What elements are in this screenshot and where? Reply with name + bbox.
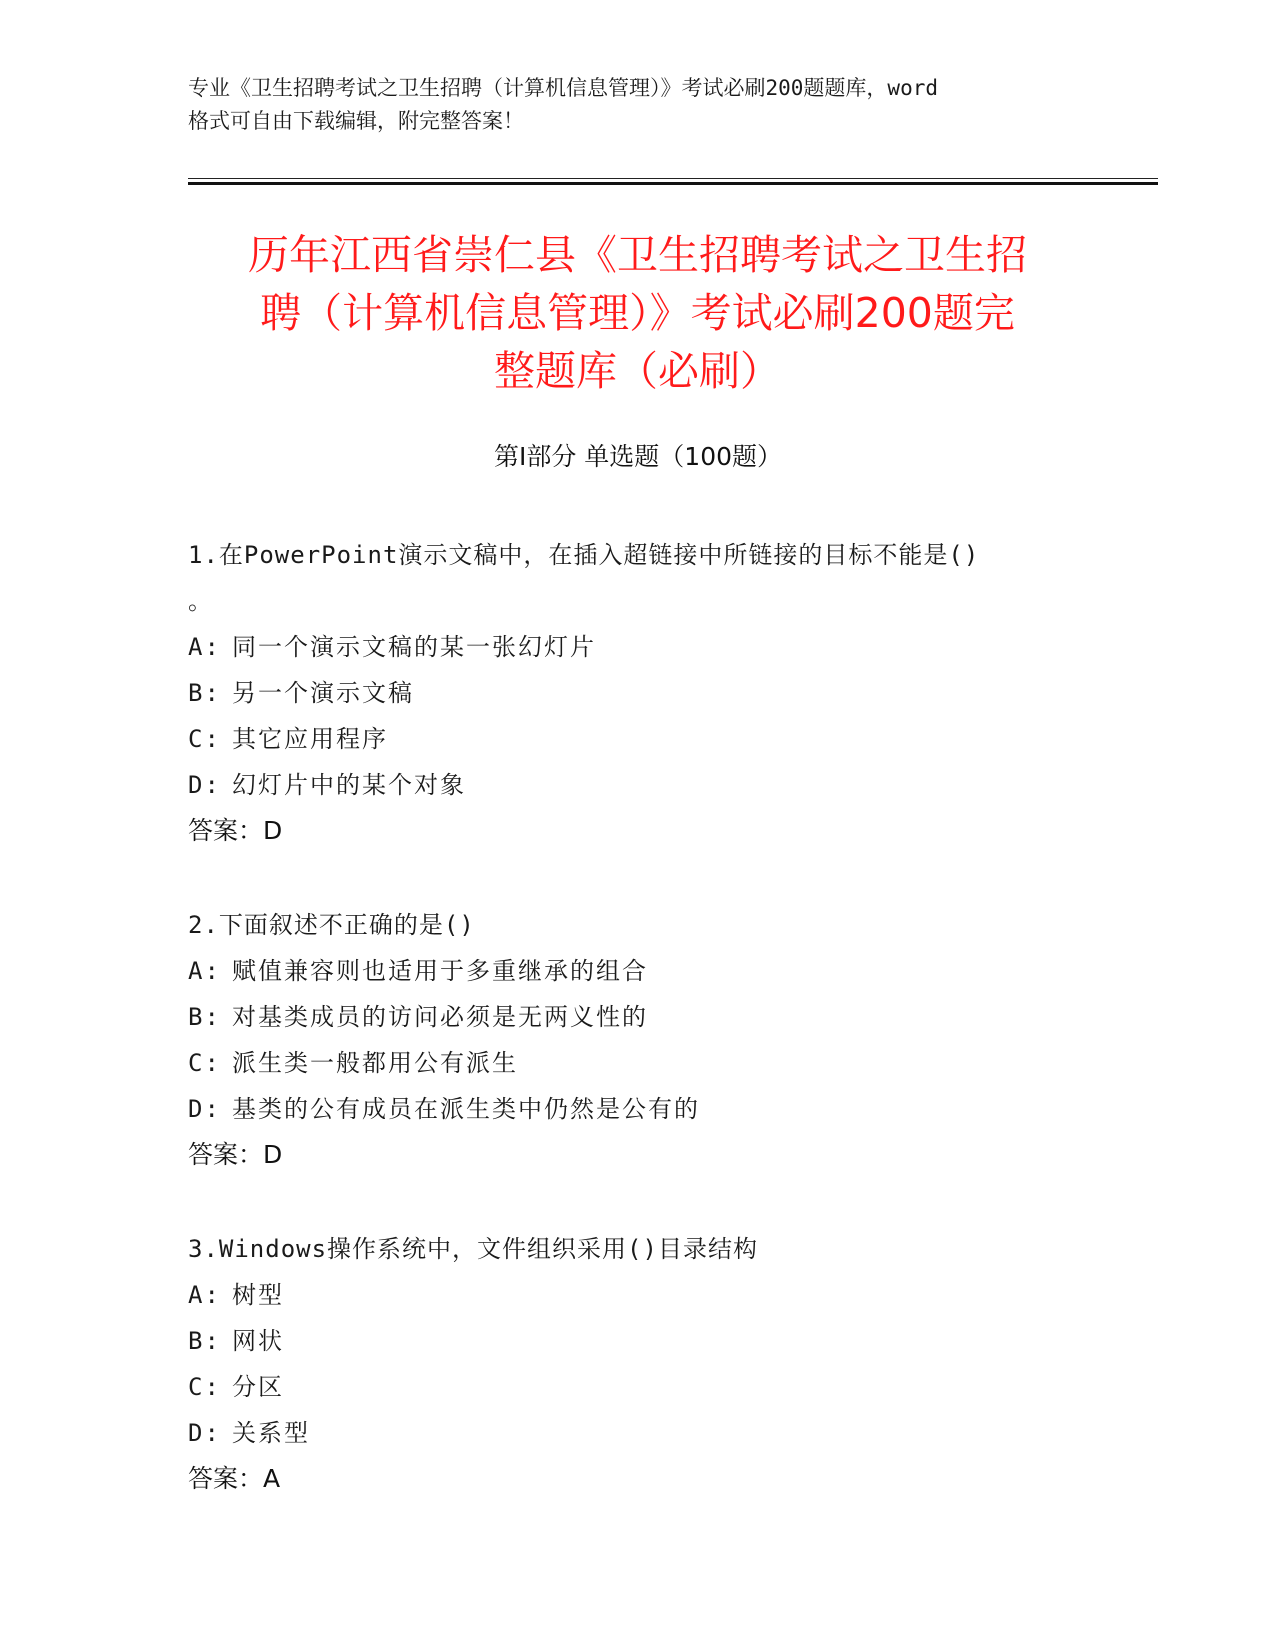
option-letter: D: bbox=[188, 1419, 221, 1447]
option-text: 另一个演示文稿 bbox=[232, 679, 414, 707]
option-text: 树型 bbox=[232, 1281, 284, 1309]
option-letter: B: bbox=[188, 1003, 221, 1031]
option-c bbox=[188, 1040, 1088, 1086]
header-note-line-1: 专业《卫生招聘考试之卫生招聘（计算机信息管理）》考试必刷200题题库，word bbox=[188, 76, 938, 100]
option-text: 同一个演示文稿的某一张幻灯片 bbox=[232, 633, 596, 661]
question-1 bbox=[188, 532, 1088, 854]
question-3 bbox=[188, 1226, 1088, 1502]
question-2 bbox=[188, 902, 1088, 1178]
option-b bbox=[188, 1318, 1088, 1364]
question-stem: 2.下面叙述不正确的是() bbox=[188, 911, 475, 939]
document-title-line-2: 聘（计算机信息管理）》考试必刷200题完 bbox=[260, 289, 1015, 337]
option-d bbox=[188, 762, 1088, 808]
document-title-line-1: 历年江西省崇仁县《卫生招聘考试之卫生招 bbox=[248, 231, 1027, 279]
document-title bbox=[180, 226, 1095, 400]
option-text: 分区 bbox=[232, 1373, 284, 1401]
option-text: 幻灯片中的某个对象 bbox=[232, 771, 466, 799]
option-letter: C: bbox=[188, 725, 221, 753]
header-note-line-2: 格式可自由下载编辑，附完整答案！ bbox=[188, 109, 524, 133]
question-stem-continued: 。 bbox=[188, 587, 213, 615]
answer-line: 答案：A bbox=[188, 1464, 281, 1493]
option-text: 网状 bbox=[232, 1327, 284, 1355]
question-stem: 3.Windows操作系统中，文件组织采用()目录结构 bbox=[188, 1235, 758, 1263]
option-text: 对基类成员的访问必须是无两义性的 bbox=[232, 1003, 648, 1031]
option-letter: B: bbox=[188, 1327, 221, 1355]
option-b bbox=[188, 670, 1088, 716]
section-heading: 第Ⅰ部分 单选题（100题） bbox=[493, 442, 783, 471]
option-text: 其它应用程序 bbox=[232, 725, 388, 753]
option-letter: C: bbox=[188, 1049, 221, 1077]
option-text: 关系型 bbox=[232, 1419, 310, 1447]
header-note bbox=[188, 72, 1088, 138]
option-letter: C: bbox=[188, 1373, 221, 1401]
option-letter: A: bbox=[188, 957, 221, 985]
option-a bbox=[188, 1272, 1088, 1318]
option-letter: A: bbox=[188, 633, 221, 661]
option-a bbox=[188, 948, 1088, 994]
option-d bbox=[188, 1410, 1088, 1456]
option-d bbox=[188, 1086, 1088, 1132]
option-text: 基类的公有成员在派生类中仍然是公有的 bbox=[232, 1095, 700, 1123]
header-rule-thin bbox=[188, 178, 1158, 179]
option-letter: A: bbox=[188, 1281, 221, 1309]
option-a bbox=[188, 624, 1088, 670]
option-c bbox=[188, 716, 1088, 762]
question-stem: 1.在PowerPoint演示文稿中，在插入超链接中所链接的目标不能是() bbox=[188, 541, 980, 569]
answer-line: 答案：D bbox=[188, 1140, 283, 1169]
question-list bbox=[188, 532, 1088, 1550]
document-title-line-3: 整题库（必刷） bbox=[494, 347, 781, 395]
option-c bbox=[188, 1364, 1088, 1410]
answer-line: 答案：D bbox=[188, 816, 283, 845]
option-text: 派生类一般都用公有派生 bbox=[232, 1049, 518, 1077]
option-letter: B: bbox=[188, 679, 221, 707]
option-letter: D: bbox=[188, 1095, 221, 1123]
option-letter: D: bbox=[188, 771, 221, 799]
header-rule-thick bbox=[188, 182, 1158, 185]
option-text: 赋值兼容则也适用于多重继承的组合 bbox=[232, 957, 648, 985]
option-b bbox=[188, 994, 1088, 1040]
